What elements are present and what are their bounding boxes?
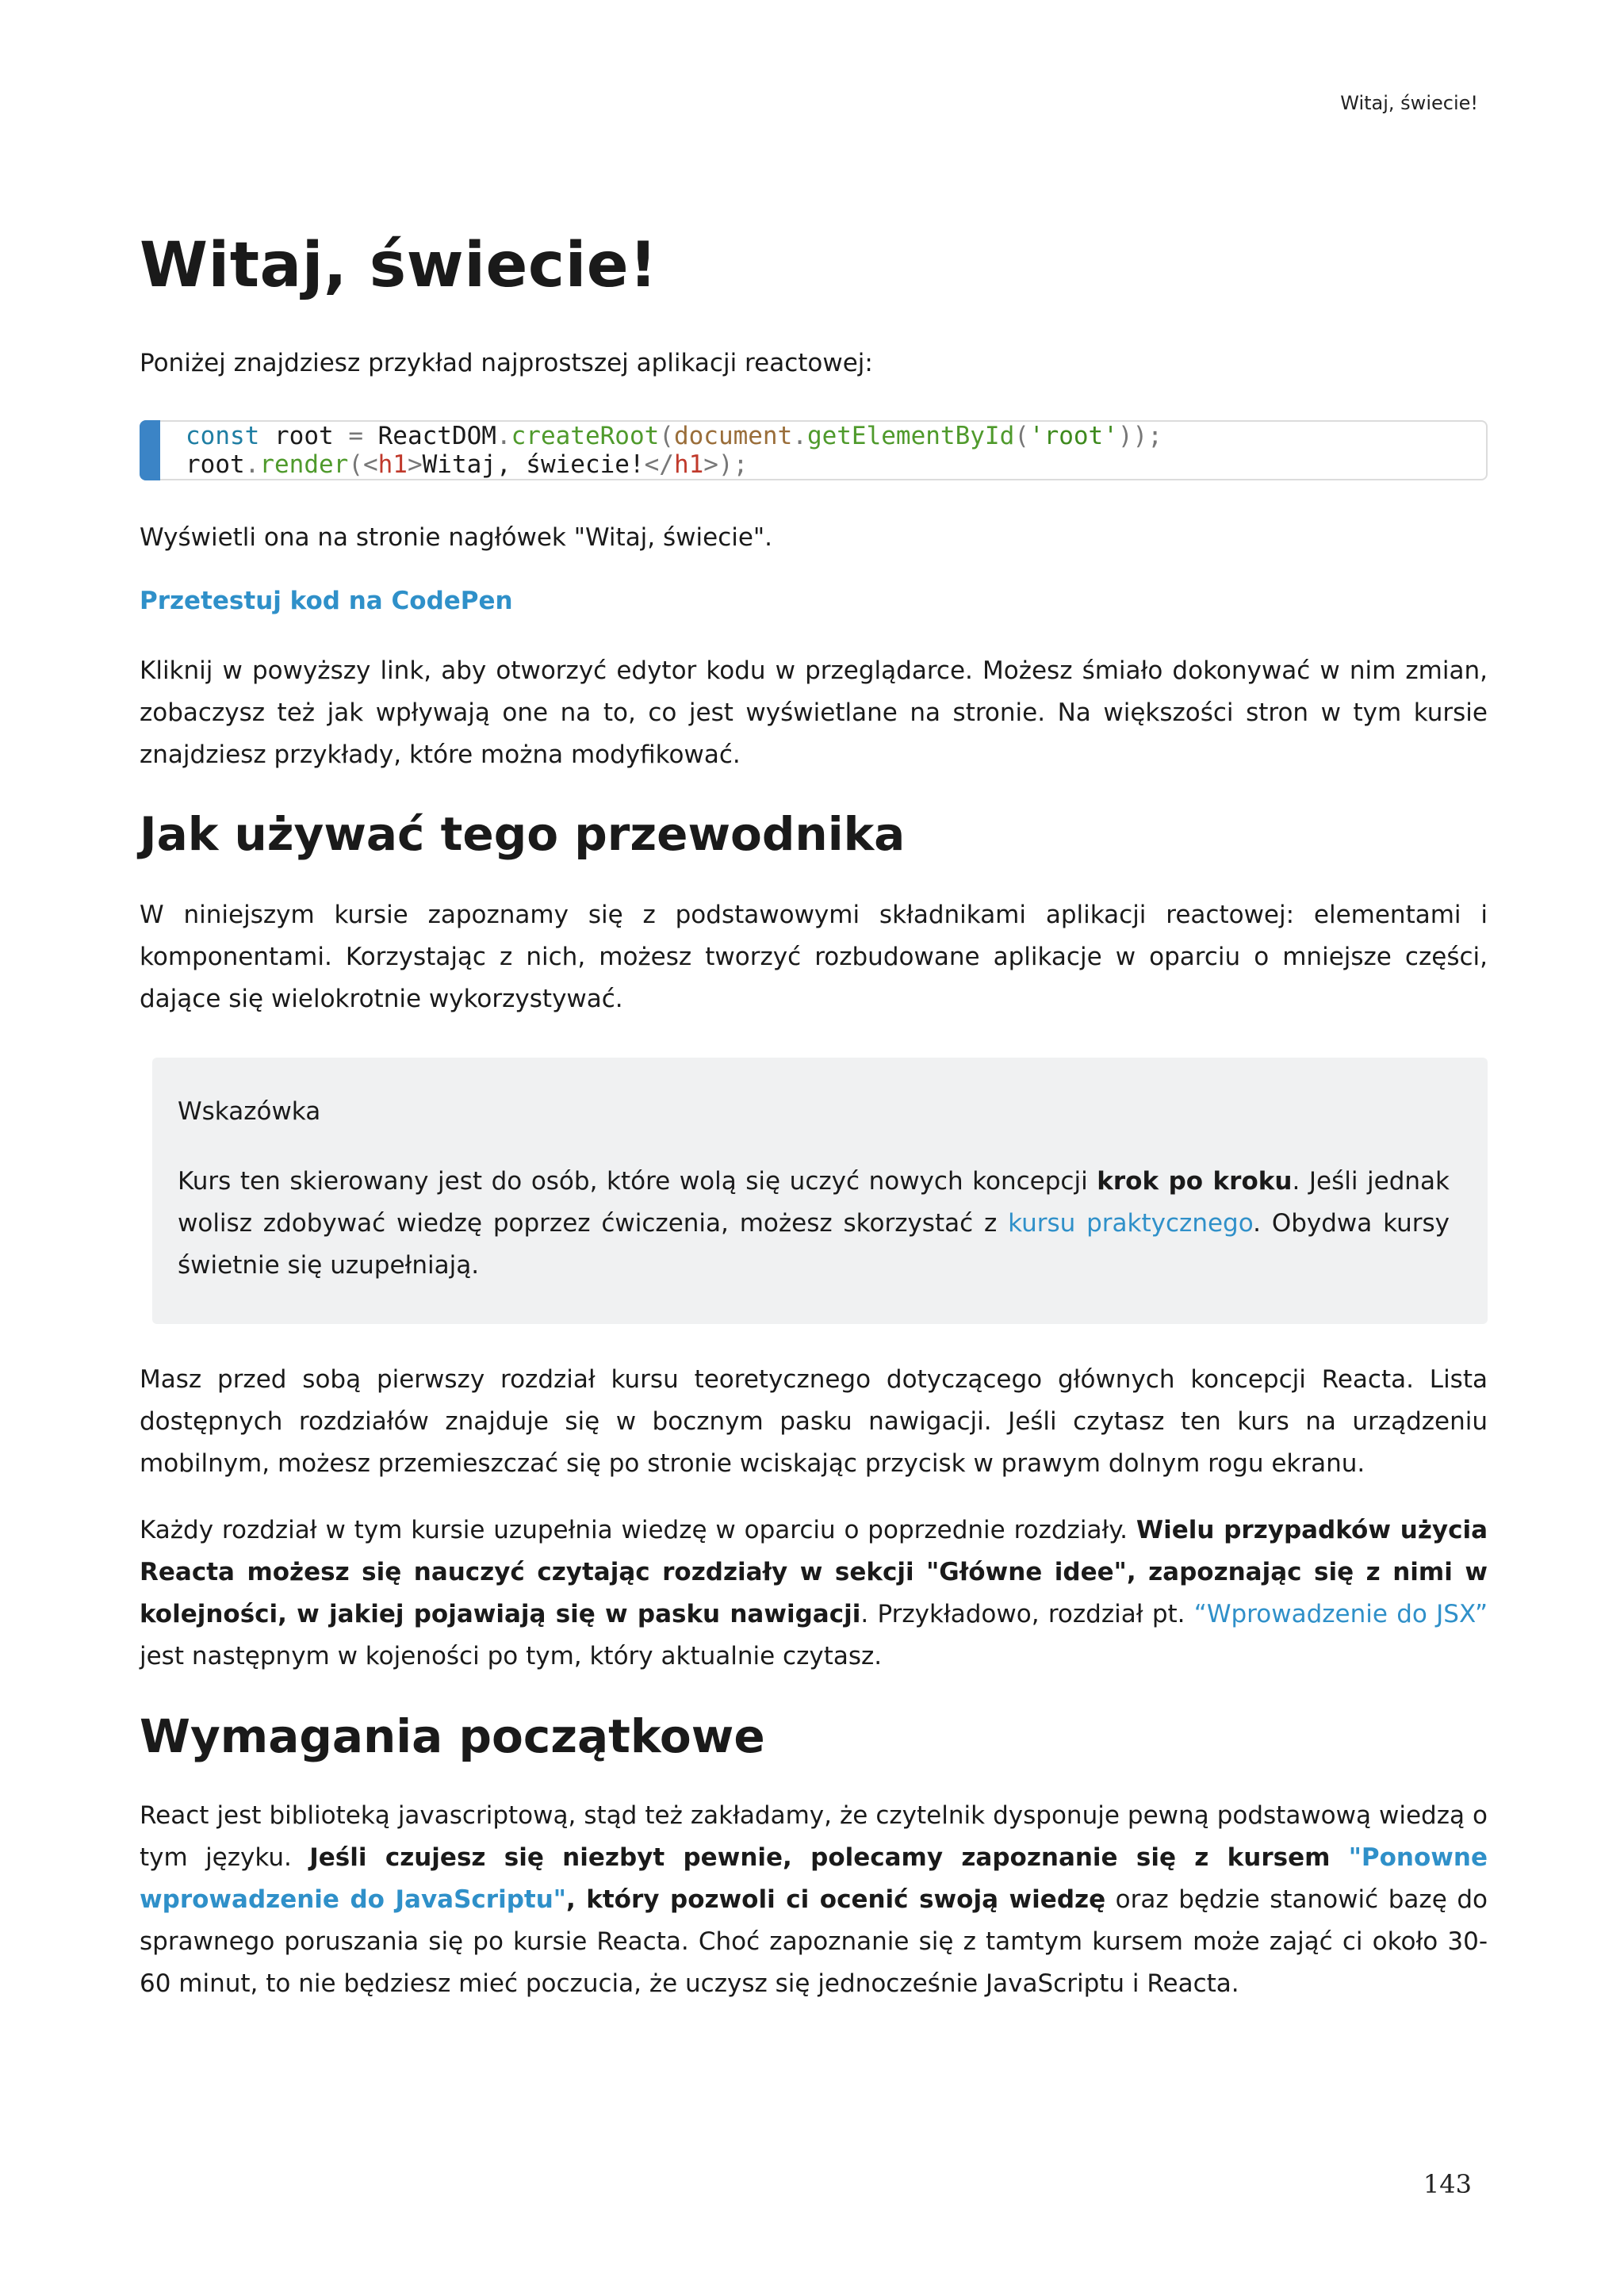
text-part: . Przykładowo, rozdział pt. bbox=[860, 1600, 1194, 1628]
chapter-overview-paragraph: Masz przed sobą pierwszy rozdział kursu teoretycznego dotyczącego głównych koncepcji Reacta. Lista dostępnych rozdziałów znajduje się w bocznym pasku nawigacji. Jeśli czytasz ten kurs na urządzeniu mobilnym, możesz przemieszczać się po stronie wciskając przycisk w prawym dolnym rogu ekranu. bbox=[140, 1365, 1488, 1478]
code-token: h1 bbox=[377, 450, 408, 479]
code-token: )); bbox=[1117, 422, 1162, 450]
code-token: createRoot bbox=[511, 422, 660, 450]
code-token: root bbox=[186, 450, 245, 479]
hint-text bbox=[178, 1161, 1450, 1287]
javascript-reintro-link[interactable]: "Ponowne wprowadzenie do JavaScriptu" bbox=[140, 1843, 1488, 1914]
after-code-paragraph: Wyświetli ona na stronie nagłówek "Witaj, świecie". bbox=[140, 523, 773, 552]
bold-text: , który pozwoli ci ocenić swoją wiedzę bbox=[565, 1885, 1106, 1914]
text-part: jest następnym w kojeności po tym, który aktualnie czytasz. bbox=[140, 1642, 883, 1670]
intro-paragraph: Poniżej znajdziesz przykład najprostszej aplikacji reactowej: bbox=[140, 349, 873, 377]
bold-text: Wielu przypadków użycia Reacta możesz się nauczyć czytając rozdziały w sekcji "Główne idee", zapoznając się z nimi w kolejności, w jakiej pojawiają się w pasku nawigacji bbox=[140, 1516, 1488, 1628]
code-token: </ bbox=[644, 450, 674, 479]
page-title: Witaj, świecie! bbox=[140, 230, 658, 301]
code-token: . bbox=[244, 450, 260, 479]
code-token: document bbox=[673, 422, 793, 450]
code-token: render bbox=[259, 450, 349, 479]
hint-title: Wskazówka bbox=[178, 1097, 321, 1126]
codepen-paragraph: Kliknij w powyższy link, aby otworzyć edytor kodu w przeglądarce. Możesz śmiało dokonywać w nim zmian, zobaczysz też jak wpływają one na to, co jest wyświetlane na stronie. Na większości stron w tym kursie znajdziesz przykłady, które można modyfikować. bbox=[140, 656, 1488, 769]
practical-course-link[interactable]: kursu praktycznego bbox=[1008, 1209, 1254, 1238]
code-token: 'root' bbox=[1028, 422, 1118, 450]
code-token: = bbox=[348, 422, 363, 450]
prerequisites-paragraph bbox=[140, 1795, 1488, 2005]
page-number: 143 bbox=[1423, 2169, 1472, 2199]
code-token: const bbox=[186, 422, 260, 450]
hint-bold-text: krok po kroku bbox=[1097, 1167, 1293, 1196]
section-heading-how-to-use: Jak używać tego przewodnika bbox=[140, 807, 906, 861]
bold-text: Jeśli czujesz się niezbyt pewnie, polecamy zapoznanie się z kursem bbox=[309, 1843, 1349, 1872]
code-token: > bbox=[407, 450, 423, 479]
hint-text-part: Kurs ten skierowany jest do osób, które wolą się uczyć nowych koncepcji bbox=[178, 1167, 1097, 1196]
code-token: (< bbox=[348, 450, 378, 479]
hint-box bbox=[152, 1058, 1488, 1324]
section-heading-prerequisites: Wymagania początkowe bbox=[140, 1709, 765, 1763]
how-to-use-paragraph: W niniejszym kursie zapoznamy się z podstawowymi składnikami aplikacji reactowej: elementami i komponentami. Korzystając z nich, możesz tworzyć rozbudowane aplikacje w oparciu o mniejsze części, dające się wielokrotnie wykorzystywać. bbox=[140, 901, 1488, 1013]
chapter-order-paragraph bbox=[140, 1510, 1488, 1678]
code-token: ReactDOM bbox=[362, 422, 496, 450]
code-block-accent-bar bbox=[140, 420, 160, 480]
text-part: oraz będzie stanowić bazę do sprawnego poruszania się po kursie Reacta. Choć zapoznanie się z tamtym kursem może zająć ci około 30-60 minut, to nie będziesz mieć poczucia, że uczysz się jednocześnie JavaScriptu i Reacta. bbox=[140, 1885, 1488, 1998]
code-block bbox=[140, 420, 1488, 480]
hint-text-part: . Obydwa kursy świetnie się uzupełniają. bbox=[178, 1209, 1450, 1280]
code-token: ( bbox=[659, 422, 674, 450]
code-content bbox=[186, 422, 1162, 479]
code-token: . bbox=[792, 422, 807, 450]
code-token: . bbox=[496, 422, 511, 450]
text-part: Każdy rozdział w tym kursie uzupełnia wiedzę w oparciu o poprzednie rozdziały. bbox=[140, 1516, 1136, 1544]
code-token: >); bbox=[703, 450, 749, 479]
code-token: h1 bbox=[673, 450, 704, 479]
hint-text-part: . Jeśli jednak wolisz zdobywać wiedzę poprzez ćwiczenia, możesz skorzystać z bbox=[178, 1167, 1450, 1238]
text-part: React jest biblioteką javascriptową, stąd też zakładamy, że czytelnik dysponuje pewną podstawową wiedzą o tym języku. bbox=[140, 1801, 1488, 1872]
code-token: ( bbox=[1014, 422, 1029, 450]
code-token: Witaj, świecie! bbox=[422, 450, 645, 479]
codepen-link[interactable]: Przetestuj kod na CodePen bbox=[140, 587, 513, 615]
running-header: Witaj, świecie! bbox=[1340, 92, 1478, 114]
code-token: root bbox=[259, 422, 349, 450]
jsx-intro-link[interactable]: “Wprowadzenie do JSX” bbox=[1193, 1600, 1488, 1628]
code-token: getElementById bbox=[806, 422, 1015, 450]
